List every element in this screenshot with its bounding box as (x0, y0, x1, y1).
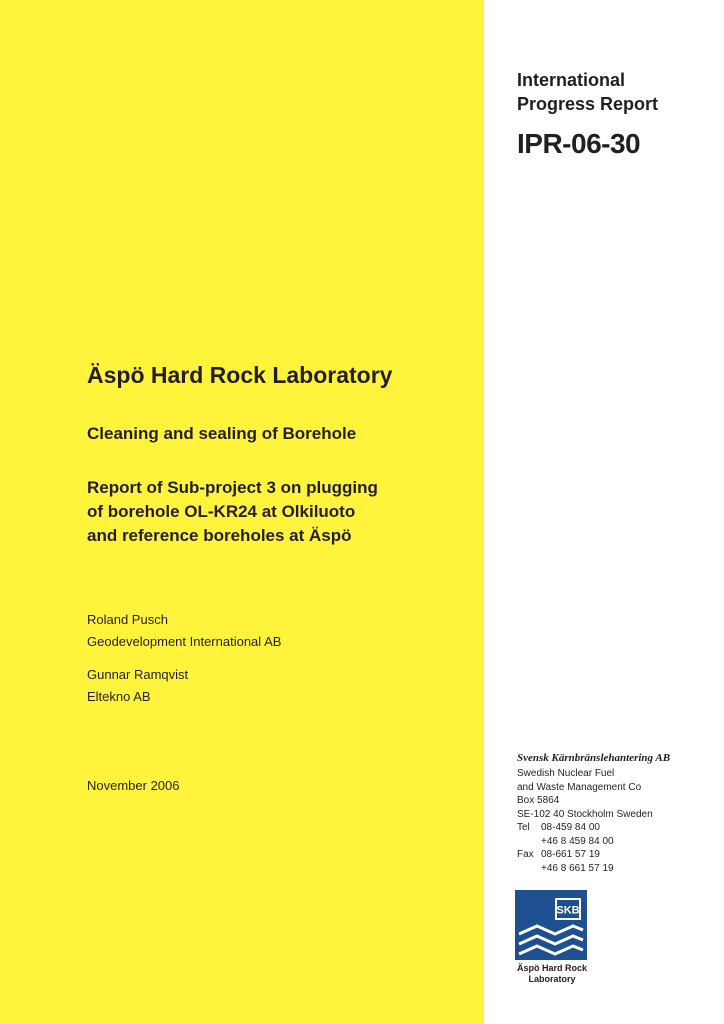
fax-label: Fax (517, 849, 534, 860)
org-address: SE-102 40 Stockholm Sweden (517, 808, 653, 820)
report-series (517, 68, 717, 116)
org-fax-row (517, 862, 653, 876)
org-box: Box 5864 (517, 795, 560, 806)
skb-logo-text: SKB (556, 904, 580, 917)
org-tel-row (517, 835, 653, 849)
page-title: Äspö Hard Rock Laboratory (87, 362, 393, 388)
fax-number: 08-661 57 19 (541, 849, 600, 860)
tel-label: Tel (517, 822, 530, 833)
organization-contact (517, 767, 653, 875)
tel-number: 08-459 84 00 (541, 822, 600, 833)
author-block (87, 664, 188, 708)
logo-caption-line: Laboratory (528, 974, 576, 984)
org-tel-row (517, 821, 653, 835)
org-english-name-line: and Waste Management Co (517, 781, 642, 793)
skb-logo (515, 890, 587, 960)
org-fax-row (517, 848, 653, 862)
page-subtitle: Cleaning and sealing of Borehole (87, 424, 357, 443)
organization-name: Svensk Kärnbränslehantering AB (517, 752, 671, 764)
author-affiliation: Geodevelopment International AB (87, 634, 282, 649)
author-name: Gunnar Ramqvist (87, 667, 189, 682)
report-number: IPR-06-30 (517, 128, 641, 159)
report-description (87, 476, 378, 548)
report-description-line: Report of Sub-project 3 on plugging (87, 478, 378, 497)
fax-number-intl: +46 8 661 57 19 (541, 862, 614, 874)
report-description-line: of borehole OL-KR24 at Olkiluoto (87, 502, 356, 521)
publication-date: November 2006 (87, 778, 180, 793)
tel-number-intl: +46 8 459 84 00 (541, 835, 614, 847)
skb-logo-icon (515, 890, 587, 960)
author-name: Roland Pusch (87, 612, 168, 627)
logo-caption-line: Äspö Hard Rock (516, 963, 587, 973)
author-block (87, 609, 281, 653)
report-description-line: and reference boreholes at Äspö (87, 526, 352, 545)
report-series-line-2: Progress Report (517, 94, 659, 114)
org-english-name-line: Swedish Nuclear Fuel (517, 768, 615, 779)
author-affiliation: Eltekno AB (87, 689, 151, 704)
logo-caption (508, 963, 596, 985)
report-series-line-1: International (517, 70, 626, 90)
